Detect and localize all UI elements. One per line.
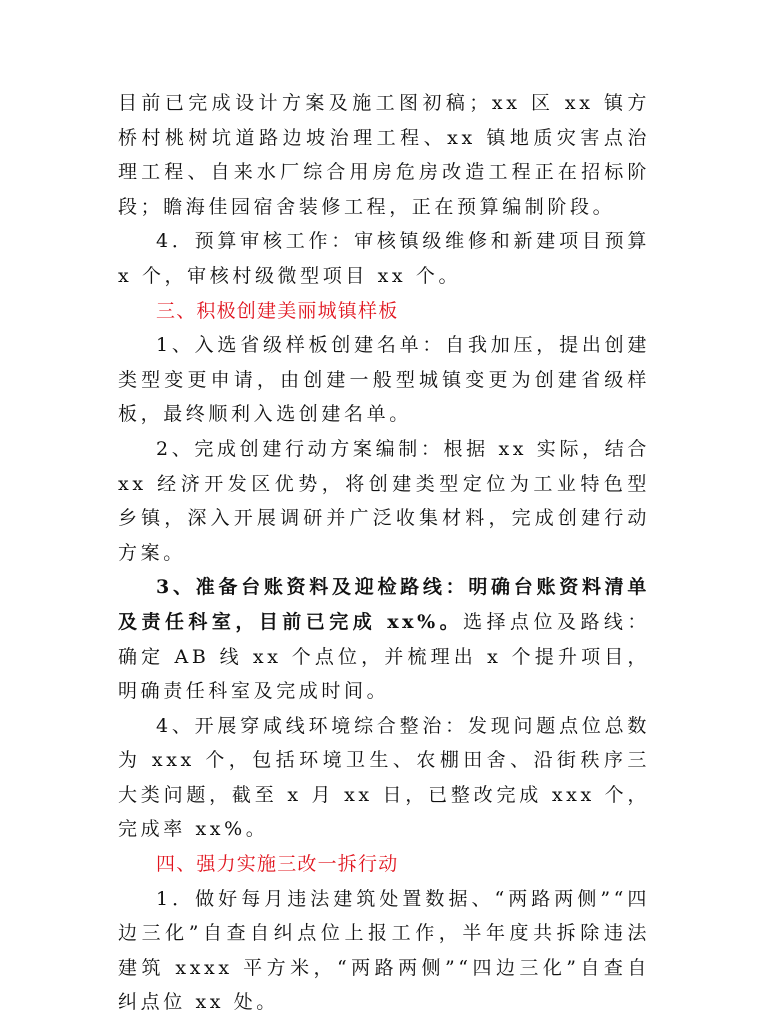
paragraph-action-plan: 2、完成创建行动方案编制：根据 xx 实际，结合 xx 经济开发区优势，将创建类型定位为工业特色型乡镇，深入开展调研并广泛收集材料，完成创建行动方案。	[118, 437, 650, 564]
paragraph-ledger-route	[118, 570, 650, 708]
paragraph-budget-review: 4．预算审核工作：审核镇级维修和新建项目预算 x 个，审核村级微型项目 xx 个。	[118, 230, 650, 287]
section-heading-4: 四、强力实施三改一拆行动	[156, 853, 399, 876]
paragraph-ledger-bold: 3、准备台账资料及迎检路线：明确台账资料清单及责任科室，目前已完成 xx%。	[118, 576, 650, 633]
paragraph-illegal-buildings: 1．做好每月违法建筑处置数据、“两路两侧”“四边三化”自查自纠点位上报工作，半年度共拆除违法建筑 xxxx 平方米，“两路两侧”“四边三化”自查自纠点位 xx 处。	[118, 887, 650, 1014]
paragraph-ledger-rest: 选择点位及路线：确定 AB 线 xx 个点位，并梳理出 x 个提升项目，明确责任科室及完成时间。	[118, 610, 650, 703]
paragraph-provincial-list: 1、入选省级样板创建名单：自我加压，提出创建类型变更申请，由创建一般型城镇变更为创建省级样板，最终顺利入选创建名单。	[118, 334, 650, 426]
paragraph-environment-rectification: 4、开展穿咸线环境综合整治：发现问题点位总数为 xxx 个，包括环境卫生、农棚田舍、沿街秩序三大类问题，截至 x 月 xx 日，已整改完成 xxx 个，完成率 xx%。	[118, 714, 650, 841]
paragraph-project-status: 目前已完成设计方案及施工图初稿；xx 区 xx 镇方桥村桃树坑道路边坡治理工程、xx 镇地质灾害点治理工程、自来水厂综合用房危房改造工程正在招标阶段；瞻海佳园宿舍装修工程，正在预算编制阶段。	[118, 92, 650, 218]
section-heading-3: 三、积极创建美丽城镇样板	[156, 299, 399, 322]
